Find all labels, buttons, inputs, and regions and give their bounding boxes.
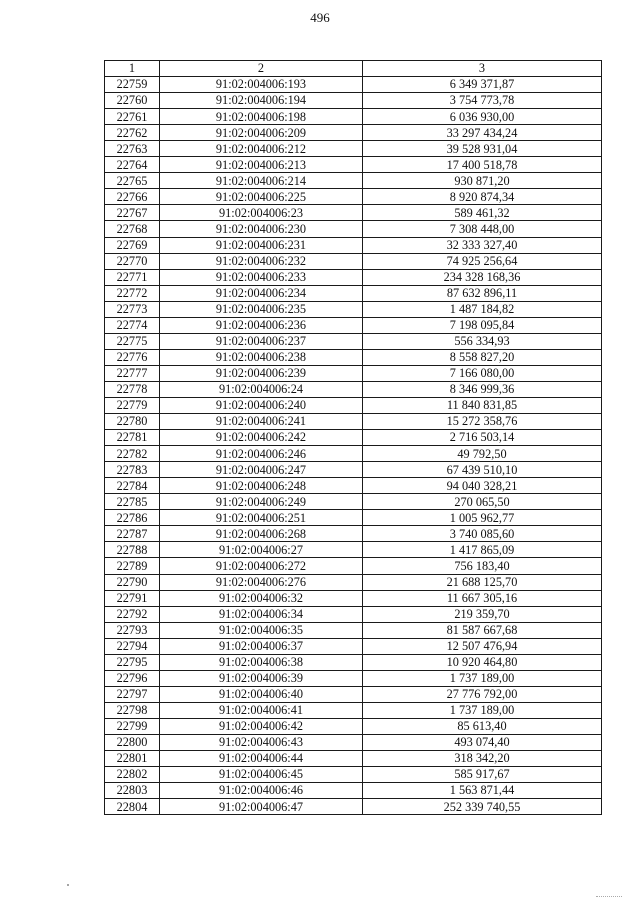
cell-cadastral-number: 91:02:004006:41: [160, 702, 363, 718]
table-row: [105, 205, 602, 221]
table-row: [105, 462, 602, 478]
cell-cadastral-value: 756 183,40: [363, 558, 602, 574]
cell-cadastral-number: 91:02:004006:213: [160, 157, 363, 173]
table-row: [105, 157, 602, 173]
cell-cadastral-number: 91:02:004006:242: [160, 430, 363, 446]
cell-cadastral-value: 3 754 773,78: [363, 93, 602, 109]
cell-cadastral-number: 91:02:004006:238: [160, 349, 363, 365]
cadastral-value-table: [104, 60, 602, 815]
table-row: [105, 77, 602, 93]
cell-cadastral-value: 252 339 740,55: [363, 799, 602, 815]
cell-cadastral-value: 33 297 434,24: [363, 125, 602, 141]
cell-cadastral-value: 7 198 095,84: [363, 317, 602, 333]
cell-cadastral-value: 930 871,20: [363, 173, 602, 189]
cell-row-number: 22800: [105, 734, 160, 750]
column-header-cadastral-number: 2: [160, 61, 363, 77]
cell-cadastral-number: 91:02:004006:45: [160, 767, 363, 783]
cell-cadastral-number: 91:02:004006:35: [160, 622, 363, 638]
table-header-row: [105, 61, 602, 77]
cell-row-number: 22801: [105, 751, 160, 767]
scan-artifact-mark: [596, 896, 622, 898]
table-row: [105, 558, 602, 574]
cell-cadastral-number: 91:02:004006:32: [160, 590, 363, 606]
cell-cadastral-number: 91:02:004006:234: [160, 285, 363, 301]
cell-cadastral-number: 91:02:004006:236: [160, 317, 363, 333]
cell-cadastral-number: 91:02:004006:194: [160, 93, 363, 109]
cell-row-number: 22769: [105, 237, 160, 253]
cell-row-number: 22789: [105, 558, 160, 574]
cell-cadastral-number: 91:02:004006:27: [160, 542, 363, 558]
cell-cadastral-number: 91:02:004006:24: [160, 381, 363, 397]
cell-cadastral-number: 91:02:004006:246: [160, 446, 363, 462]
cell-cadastral-number: 91:02:004006:23: [160, 205, 363, 221]
cell-cadastral-value: 74 925 256,64: [363, 253, 602, 269]
cell-row-number: 22780: [105, 414, 160, 430]
cell-cadastral-value: 8 920 874,34: [363, 189, 602, 205]
cell-cadastral-value: 556 334,93: [363, 333, 602, 349]
cell-row-number: 22792: [105, 606, 160, 622]
cell-row-number: 22768: [105, 221, 160, 237]
cell-cadastral-number: 91:02:004006:247: [160, 462, 363, 478]
table-row: [105, 606, 602, 622]
cell-cadastral-value: 27 776 792,00: [363, 686, 602, 702]
cell-row-number: 22774: [105, 317, 160, 333]
cell-row-number: 22775: [105, 333, 160, 349]
cell-cadastral-number: 91:02:004006:193: [160, 77, 363, 93]
cell-row-number: 22763: [105, 141, 160, 157]
cell-cadastral-value: 6 349 371,87: [363, 77, 602, 93]
table-row: [105, 141, 602, 157]
table-row: [105, 381, 602, 397]
cell-cadastral-number: 91:02:004006:46: [160, 783, 363, 799]
table-row: [105, 478, 602, 494]
table-row: [105, 510, 602, 526]
table-row: [105, 799, 602, 815]
cell-row-number: 22766: [105, 189, 160, 205]
cell-cadastral-number: 91:02:004006:232: [160, 253, 363, 269]
table-row: [105, 221, 602, 237]
cell-cadastral-value: 1 005 962,77: [363, 510, 602, 526]
table-row: [105, 446, 602, 462]
cell-row-number: 22794: [105, 638, 160, 654]
column-header-number: 1: [105, 61, 160, 77]
cell-row-number: 22776: [105, 349, 160, 365]
cell-row-number: 22760: [105, 93, 160, 109]
cell-cadastral-value: 589 461,32: [363, 205, 602, 221]
cell-row-number: 22791: [105, 590, 160, 606]
cell-cadastral-number: 91:02:004006:233: [160, 269, 363, 285]
table-row: [105, 702, 602, 718]
table-row: [105, 751, 602, 767]
cell-cadastral-number: 91:02:004006:231: [160, 237, 363, 253]
cell-cadastral-number: 91:02:004006:239: [160, 365, 363, 381]
cell-row-number: 22802: [105, 767, 160, 783]
cell-cadastral-number: 91:02:004006:237: [160, 333, 363, 349]
cell-cadastral-value: 39 528 931,04: [363, 141, 602, 157]
cell-cadastral-number: 91:02:004006:38: [160, 654, 363, 670]
table-row: [105, 638, 602, 654]
cell-cadastral-value: 219 359,70: [363, 606, 602, 622]
table-row: [105, 93, 602, 109]
cell-row-number: 22787: [105, 526, 160, 542]
cell-row-number: 22771: [105, 269, 160, 285]
table-row: [105, 622, 602, 638]
table-row: [105, 686, 602, 702]
cell-cadastral-number: 91:02:004006:235: [160, 301, 363, 317]
table-row: [105, 526, 602, 542]
table-row: [105, 109, 602, 125]
table-row: [105, 734, 602, 750]
table-row: [105, 783, 602, 799]
table-row: [105, 590, 602, 606]
cell-row-number: 22781: [105, 430, 160, 446]
cell-cadastral-value: 85 613,40: [363, 718, 602, 734]
cell-cadastral-value: 270 065,50: [363, 494, 602, 510]
cell-cadastral-value: 8 558 827,20: [363, 349, 602, 365]
cell-cadastral-value: 87 632 896,11: [363, 285, 602, 301]
cell-cadastral-value: 21 688 125,70: [363, 574, 602, 590]
table-row: [105, 237, 602, 253]
cell-row-number: 22788: [105, 542, 160, 558]
table-row: [105, 718, 602, 734]
cell-cadastral-value: 1 487 184,82: [363, 301, 602, 317]
cell-row-number: 22797: [105, 686, 160, 702]
cell-cadastral-number: 91:02:004006:39: [160, 670, 363, 686]
cell-row-number: 22795: [105, 654, 160, 670]
cell-cadastral-number: 91:02:004006:37: [160, 638, 363, 654]
cell-cadastral-number: 91:02:004006:230: [160, 221, 363, 237]
cell-cadastral-value: 1 417 865,09: [363, 542, 602, 558]
table-row: [105, 301, 602, 317]
table-row: [105, 414, 602, 430]
cell-row-number: 22765: [105, 173, 160, 189]
cell-cadastral-number: 91:02:004006:214: [160, 173, 363, 189]
table-row: [105, 767, 602, 783]
cell-cadastral-number: 91:02:004006:209: [160, 125, 363, 141]
cell-row-number: 22799: [105, 718, 160, 734]
cell-cadastral-value: 6 036 930,00: [363, 109, 602, 125]
cell-row-number: 22770: [105, 253, 160, 269]
cell-row-number: 22777: [105, 365, 160, 381]
cell-cadastral-value: 17 400 518,78: [363, 157, 602, 173]
page-number: 496: [310, 10, 330, 25]
cell-cadastral-number: 91:02:004006:34: [160, 606, 363, 622]
table-row: [105, 542, 602, 558]
table-row: [105, 285, 602, 301]
cell-cadastral-number: 91:02:004006:225: [160, 189, 363, 205]
table-row: [105, 365, 602, 381]
cell-cadastral-value: 2 716 503,14: [363, 430, 602, 446]
column-header-cadastral-value: 3: [363, 61, 602, 77]
table-row: [105, 397, 602, 413]
cell-cadastral-number: 91:02:004006:241: [160, 414, 363, 430]
cell-row-number: 22767: [105, 205, 160, 221]
cell-row-number: 22782: [105, 446, 160, 462]
cell-row-number: 22785: [105, 494, 160, 510]
cell-cadastral-number: 91:02:004006:43: [160, 734, 363, 750]
cell-cadastral-value: 94 040 328,21: [363, 478, 602, 494]
cell-cadastral-number: 91:02:004006:268: [160, 526, 363, 542]
cell-cadastral-number: 91:02:004006:198: [160, 109, 363, 125]
cell-cadastral-value: 8 346 999,36: [363, 381, 602, 397]
table-row: [105, 173, 602, 189]
cell-cadastral-number: 91:02:004006:248: [160, 478, 363, 494]
cell-cadastral-value: 11 840 831,85: [363, 397, 602, 413]
scan-artifact-dot: [67, 884, 69, 886]
cell-cadastral-value: 318 342,20: [363, 751, 602, 767]
cell-cadastral-number: 91:02:004006:276: [160, 574, 363, 590]
cell-row-number: 22804: [105, 799, 160, 815]
cell-row-number: 22796: [105, 670, 160, 686]
cell-row-number: 22772: [105, 285, 160, 301]
cell-row-number: 22798: [105, 702, 160, 718]
table-row: [105, 349, 602, 365]
table-row: [105, 430, 602, 446]
cell-cadastral-number: 91:02:004006:40: [160, 686, 363, 702]
cell-row-number: 22773: [105, 301, 160, 317]
cell-cadastral-number: 91:02:004006:251: [160, 510, 363, 526]
cell-cadastral-number: 91:02:004006:249: [160, 494, 363, 510]
cell-cadastral-value: 7 166 080,00: [363, 365, 602, 381]
table-row: [105, 253, 602, 269]
cell-cadastral-value: 7 308 448,00: [363, 221, 602, 237]
cell-cadastral-value: 11 667 305,16: [363, 590, 602, 606]
cell-row-number: 22764: [105, 157, 160, 173]
cell-row-number: 22793: [105, 622, 160, 638]
table-row: [105, 333, 602, 349]
cell-row-number: 22803: [105, 783, 160, 799]
cell-row-number: 22779: [105, 397, 160, 413]
table-row: [105, 670, 602, 686]
table-row: [105, 494, 602, 510]
cell-cadastral-value: 1 737 189,00: [363, 670, 602, 686]
cell-cadastral-value: 10 920 464,80: [363, 654, 602, 670]
cell-cadastral-value: 67 439 510,10: [363, 462, 602, 478]
cell-cadastral-number: 91:02:004006:44: [160, 751, 363, 767]
cell-row-number: 22784: [105, 478, 160, 494]
table-row: [105, 317, 602, 333]
table-row: [105, 654, 602, 670]
cell-row-number: 22786: [105, 510, 160, 526]
cell-row-number: 22761: [105, 109, 160, 125]
cell-cadastral-value: 49 792,50: [363, 446, 602, 462]
table-row: [105, 125, 602, 141]
cell-row-number: 22778: [105, 381, 160, 397]
cell-cadastral-value: 12 507 476,94: [363, 638, 602, 654]
cell-cadastral-value: 493 074,40: [363, 734, 602, 750]
cell-cadastral-number: 91:02:004006:240: [160, 397, 363, 413]
cell-cadastral-number: 91:02:004006:212: [160, 141, 363, 157]
table-row: [105, 189, 602, 205]
cell-cadastral-value: 3 740 085,60: [363, 526, 602, 542]
cell-cadastral-value: 1 737 189,00: [363, 702, 602, 718]
cell-cadastral-number: 91:02:004006:47: [160, 799, 363, 815]
cell-row-number: 22759: [105, 77, 160, 93]
cell-row-number: 22762: [105, 125, 160, 141]
table-body: [105, 77, 602, 815]
cell-cadastral-value: 32 333 327,40: [363, 237, 602, 253]
cell-cadastral-value: 81 587 667,68: [363, 622, 602, 638]
cell-cadastral-value: 1 563 871,44: [363, 783, 602, 799]
cell-cadastral-value: 234 328 168,36: [363, 269, 602, 285]
cell-cadastral-value: 15 272 358,76: [363, 414, 602, 430]
table-row: [105, 574, 602, 590]
cell-cadastral-value: 585 917,67: [363, 767, 602, 783]
table-row: [105, 269, 602, 285]
cell-row-number: 22783: [105, 462, 160, 478]
cell-row-number: 22790: [105, 574, 160, 590]
cell-cadastral-number: 91:02:004006:272: [160, 558, 363, 574]
cell-cadastral-number: 91:02:004006:42: [160, 718, 363, 734]
